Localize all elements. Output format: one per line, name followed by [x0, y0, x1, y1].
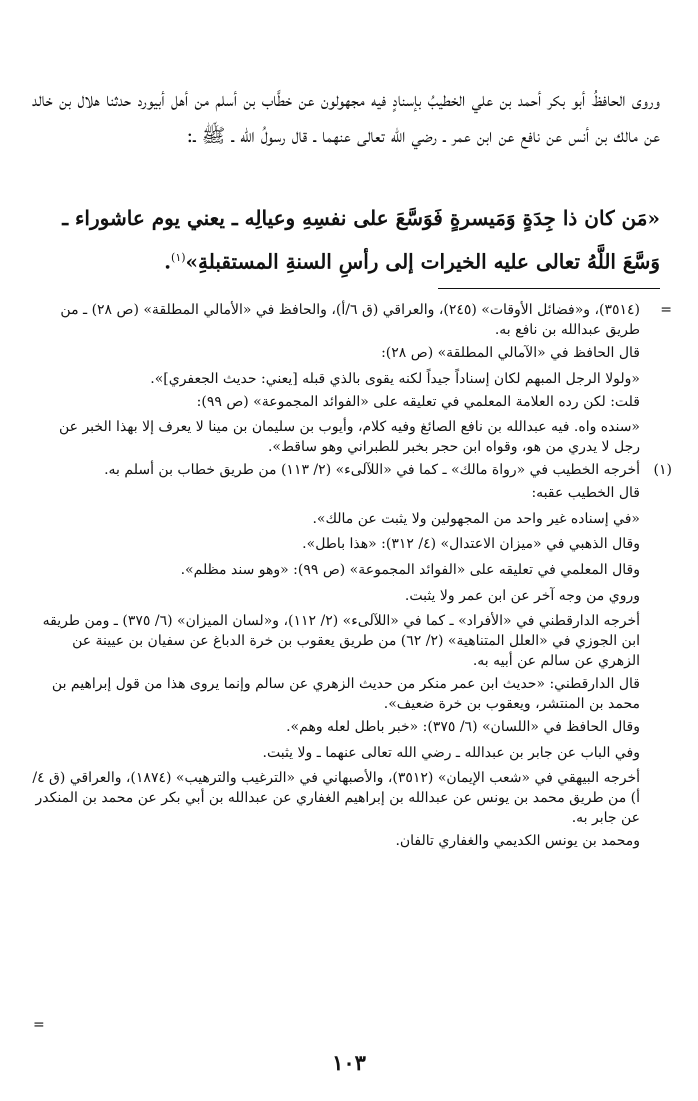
continued-marker: =: [660, 302, 672, 318]
footnote-separator: [438, 288, 660, 289]
footnote-line: قال الحافظ في «الآمالي المطلقة» (ص ٢٨):: [381, 345, 640, 361]
footnote-line: أخرجه الخطيب في «رواة مالك» ـ كما في «اللآلىء» (٢/ ١١٣) من طريق خطاب بن أسلم به.: [104, 462, 640, 479]
hadith-text: «مَن كان ذا جِدَةٍ وَمَيسرةٍ فَوَسَّعَ على نفسِهِ وعيالِه ـ يعني يوم عاشوراء ـ وَسَّعَ اللَّهُ تعالى عليه الخيرات إلى رأسِ السنةِ المستقبلةِ»: [62, 206, 660, 274]
footnote-continued: [31, 300, 676, 457]
footnote-line: «ولولا الرجل المبهم لكان إسناداً جيداً لكنه يقوى بالذي قبله [يعني: حديث الجعفري]».: [150, 370, 640, 387]
footnote-line: وروي من وجه آخر عن ابن عمر ولا يثبت.: [404, 587, 640, 604]
footnotes: [31, 300, 676, 857]
main-paragraph: وروى الحافظُ أبو بكر أحمد بن علي الخطيبُ بإسنادٍ فيه مجهولون عن خطَّاب بن أسلم من أهل أبيورد حدثنا هلال بن خالد عن مالك بن أنس عن نافع عن ابن عمر ـ رضي الله تعالى عنهما ـ قال رسولُ الله ـ ﷺ ـ:: [32, 88, 660, 147]
footnote-line: وقال المعلمي في تعليقه على «الفوائد المجموعة» (ص ٩٩): «وهو سند مظلم».: [180, 561, 640, 578]
footnote-line: ومحمد بن يونس الكديمي والغفاري تالفان.: [395, 833, 640, 850]
footnote-line: وفي الباب عن جابر بن عبدالله ـ رضي الله تعالى عنهما ـ ولا يثبت.: [262, 744, 640, 761]
footnote-line: أخرجه الدارقطني في «الأفراد» ـ كما في «اللآلىء» (٢/ ١١٢)، و«لسان الميزان» (٦/ ٣٧٥) ـ ومن طريقه ابن الجوزي في «العلل المتناهية» (٢/ ٦٢) من طريق يعقوب بن خرة الدباغ عن سفيان بن عيينة عن الزهري عن سالم عن أبيه به.: [42, 613, 640, 670]
footnote-line: وقال الحافظ في «اللسان» (٦/ ٣٧٥): «خبر باطل لعله وهم».: [286, 719, 640, 736]
footnote-line: قال الدارقطني: «حديث ابن عمر منكر من حديث الزهري عن سالم وإنما يروى هذا من قول إبراهيم بن محمد بن المنتشر، ويعقوب بن خرة ضعيف».: [51, 676, 640, 713]
footnote-line: أخرجه البيهقي في «شعب الإيمان» (٣٥١٢)، والأصبهاني في «الترغيب والترهيب» (١٨٧٤)، والعراقي (ق ٤/أ) من طريق محمد بن يونس عن عبدالله بن إبراهيم الغفاري عن عبدالله بن أبي بكر عن محمد بن المنكدر عن جابر به.: [32, 770, 640, 827]
hadith-footnote-ref: (١): [171, 251, 186, 264]
footnote-1: [31, 460, 676, 851]
footnote-line: (٣٥١٤)، و«فضائل الأوقات» (٢٤٥)، والعراقي (ق ٦/أ)، والحافظ في «الأمالي المطلقة» (ص ٢٨) ـ من طريق عبدالله بن نافع به.: [60, 302, 640, 338]
page-number: ١٠٣: [332, 1050, 366, 1075]
footnote-1-marker: (١): [653, 462, 672, 479]
footnote-line: «سنده واه. فيه عبدالله بن نافع الصائغ وفيه كلام، وأيوب بن سليمان بن مينا لا يعرف إلا بهذا الخبر عن رجل لا يدري من هو، وقواه ابن حجر بخبر للطبراني وهو ساقط».: [59, 419, 640, 456]
footnote-line: وقال الذهبي في «ميزان الاعتدال» (٤/ ٣١٢): «هذا باطل».: [302, 536, 640, 553]
footnote-line: «في إسناده غير واحد من المجهولين ولا يثبت عن مالك».: [312, 510, 640, 527]
hadith-quote: [32, 198, 660, 282]
footnote-line: قلت: لكن رده العلامة المعلمي في تعليقه على «الفوائد المجموعة» (ص ٩٩):: [196, 393, 640, 410]
hadith-period: .: [164, 249, 172, 274]
trailing-continuation-marker: =: [33, 1017, 45, 1033]
footnote-line: قال الخطيب عقبه:: [531, 485, 640, 502]
main-text: [32, 82, 660, 154]
